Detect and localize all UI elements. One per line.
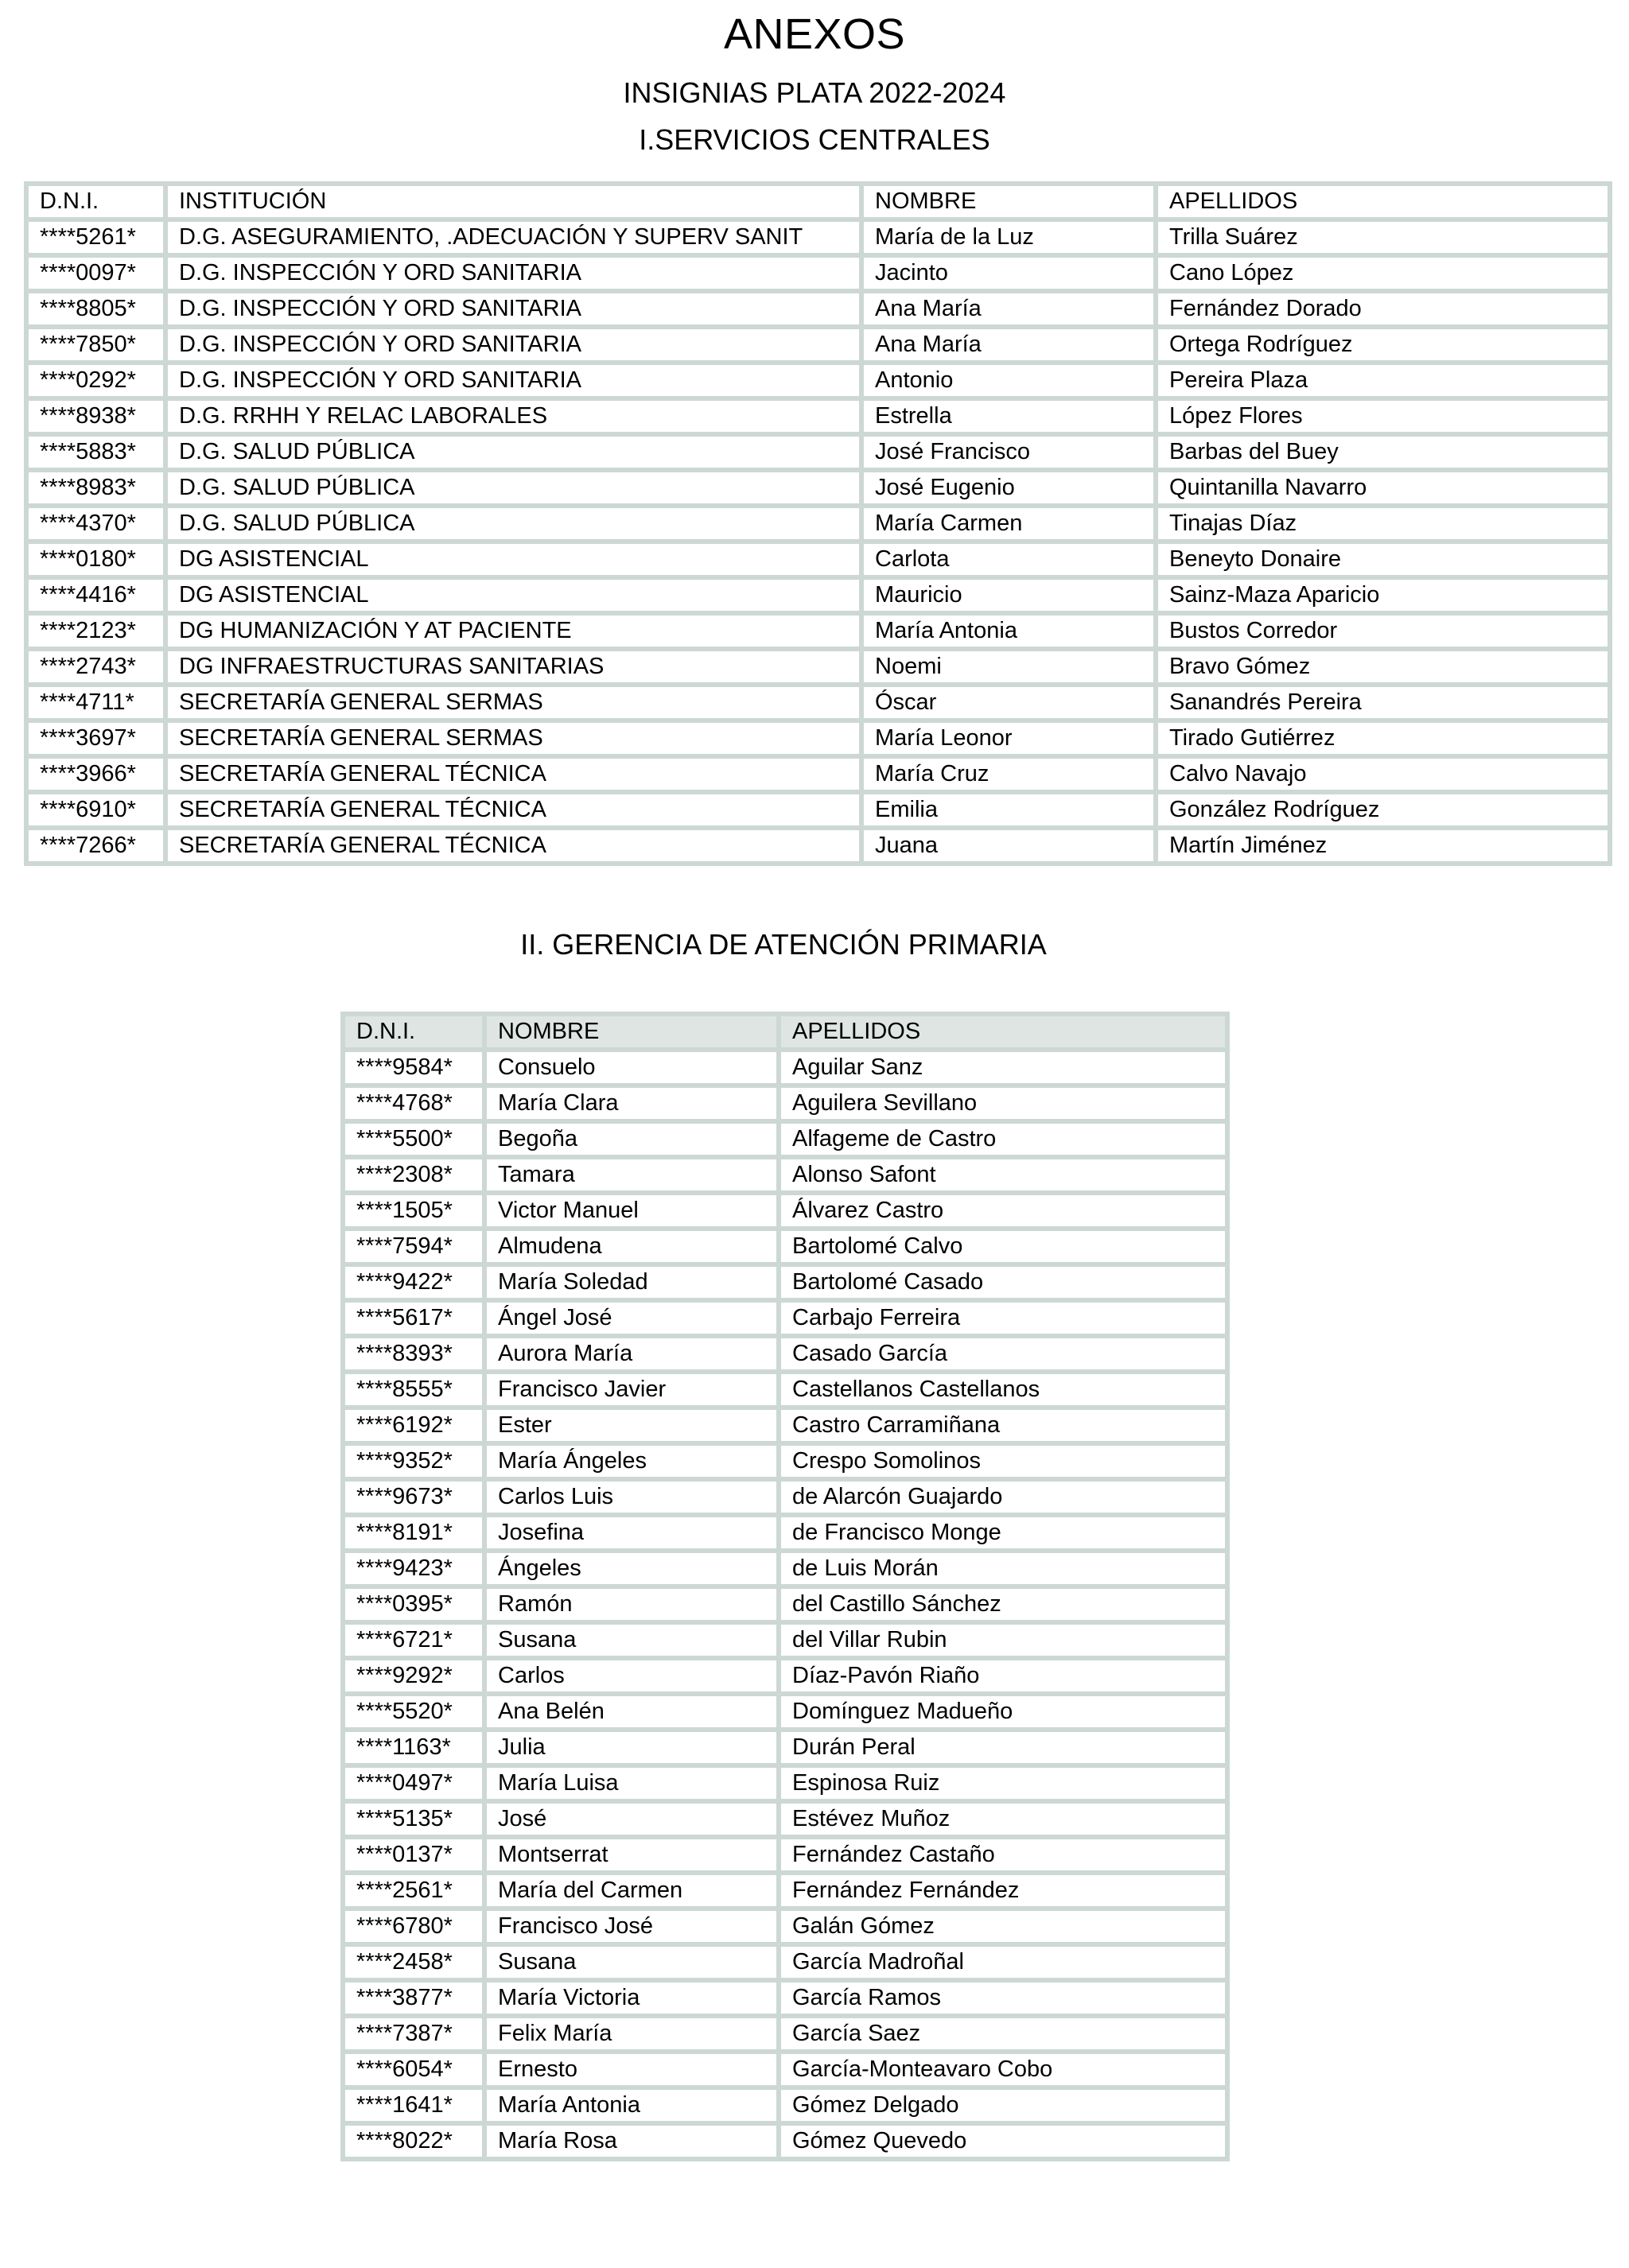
table-cell: D.G. INSPECCIÓN Y ORD SANITARIA	[165, 255, 861, 291]
table-cell: D.G. RRHH Y RELAC LABORALES	[165, 398, 861, 434]
table-cell: María Cruz	[861, 756, 1156, 792]
table-cell: Aguilera Sevillano	[779, 1085, 1227, 1121]
column-header-apellidos: APELLIDOS	[779, 1014, 1227, 1050]
table-cell: María Rosa	[484, 2123, 779, 2159]
table-row	[26, 649, 1610, 685]
table-cell: ****8938*	[26, 398, 165, 434]
table-cell: Durán Peral	[779, 1730, 1227, 1765]
table-row	[343, 1873, 1227, 1909]
table-cell: ****6054*	[343, 2052, 484, 2087]
table-cell: María Victoria	[484, 1980, 779, 2016]
table-cell: ****2458*	[343, 1944, 484, 1980]
table-cell: del Castillo Sánchez	[779, 1586, 1227, 1622]
table-row	[26, 291, 1610, 327]
table-cell: Fernández Castaño	[779, 1837, 1227, 1873]
table-cell: ****5135*	[343, 1801, 484, 1837]
table-cell: ****4370*	[26, 506, 165, 542]
table-cell: Ana Belén	[484, 1694, 779, 1730]
table-cell: ****5520*	[343, 1694, 484, 1730]
table-cell: Julia	[484, 1730, 779, 1765]
table-cell: Antonio	[861, 363, 1156, 398]
table-cell: DG HUMANIZACIÓN Y AT PACIENTE	[165, 613, 861, 649]
table-cell: DG ASISTENCIAL	[165, 542, 861, 577]
table-cell: ****0180*	[26, 542, 165, 577]
table-cell: ****3877*	[343, 1980, 484, 2016]
table-cell: ****3697*	[26, 720, 165, 756]
table-cell: Carbajo Ferreira	[779, 1300, 1227, 1336]
table-cell: ****6192*	[343, 1408, 484, 1443]
table-cell: D.G. SALUD PÚBLICA	[165, 434, 861, 470]
table-row	[343, 1515, 1227, 1551]
table-cell: Francisco Javier	[484, 1372, 779, 1408]
table-cell: María Soledad	[484, 1264, 779, 1300]
table-cell: Trilla Suárez	[1156, 219, 1610, 255]
table-row	[26, 577, 1610, 613]
table-cell: ****7387*	[343, 2016, 484, 2052]
page-subtitle: INSIGNIAS PLATA 2022-2024	[623, 76, 1006, 109]
table-cell: ****1505*	[343, 1193, 484, 1229]
column-header-nombre: NOMBRE	[861, 184, 1156, 219]
table-cell: García Ramos	[779, 1980, 1227, 2016]
table-cell: Jacinto	[861, 255, 1156, 291]
table-cell: Tinajas Díaz	[1156, 506, 1610, 542]
table-cell: ****0395*	[343, 1586, 484, 1622]
table-row	[26, 506, 1610, 542]
table-row	[343, 1658, 1227, 1694]
table-row	[343, 1336, 1227, 1372]
table-row	[26, 720, 1610, 756]
table-cell: Carlos	[484, 1658, 779, 1694]
table-cell: María Carmen	[861, 506, 1156, 542]
table-cell: María Antonia	[861, 613, 1156, 649]
table-cell: Bartolomé Casado	[779, 1264, 1227, 1300]
table-cell: García Saez	[779, 2016, 1227, 2052]
column-header-nombre: NOMBRE	[484, 1014, 779, 1050]
table-cell: María Luisa	[484, 1765, 779, 1801]
table-cell: ****4711*	[26, 685, 165, 720]
table-cell: María del Carmen	[484, 1873, 779, 1909]
table-cell: ****9584*	[343, 1050, 484, 1085]
column-header-dni: D.N.I.	[343, 1014, 484, 1050]
table-cell: Cano López	[1156, 255, 1610, 291]
table-cell: Domínguez Madueño	[779, 1694, 1227, 1730]
table-row	[343, 1980, 1227, 2016]
table-row	[343, 1694, 1227, 1730]
table-row	[343, 1622, 1227, 1658]
table-cell: María Clara	[484, 1085, 779, 1121]
table-row	[343, 1443, 1227, 1479]
table-row	[343, 1944, 1227, 1980]
table-row	[26, 398, 1610, 434]
table-row	[343, 1300, 1227, 1336]
table-row	[26, 792, 1610, 828]
table-cell: Tirado Gutiérrez	[1156, 720, 1610, 756]
table-cell: Castro Carramiñana	[779, 1408, 1227, 1443]
table-row	[343, 1050, 1227, 1085]
table-cell: Ángeles	[484, 1551, 779, 1586]
table-cell: Castellanos Castellanos	[779, 1372, 1227, 1408]
table-cell: DG INFRAESTRUCTURAS SANITARIAS	[165, 649, 861, 685]
table-cell: Gómez Quevedo	[779, 2123, 1227, 2159]
table-cell: Mauricio	[861, 577, 1156, 613]
section2-heading: II. GERENCIA DE ATENCIÓN PRIMARIA	[520, 928, 1047, 961]
table-cell: D.G. SALUD PÚBLICA	[165, 470, 861, 506]
table-row	[343, 2052, 1227, 2087]
table-cell: ****7850*	[26, 327, 165, 363]
table-cell: ****5261*	[26, 219, 165, 255]
table-cell: Espinosa Ruiz	[779, 1765, 1227, 1801]
table-cell: Estévez Muñoz	[779, 1801, 1227, 1837]
table-cell: Bustos Corredor	[1156, 613, 1610, 649]
table-row	[26, 685, 1610, 720]
table-cell: Fernández Dorado	[1156, 291, 1610, 327]
table-cell: ****8805*	[26, 291, 165, 327]
table-cell: ****4416*	[26, 577, 165, 613]
table-row	[343, 1193, 1227, 1229]
table-row	[343, 1765, 1227, 1801]
table-cell: ****8393*	[343, 1336, 484, 1372]
table-cell: ****9423*	[343, 1551, 484, 1586]
table-cell: Galán Gómez	[779, 1909, 1227, 1944]
table-cell: ****5500*	[343, 1121, 484, 1157]
table-cell: SECRETARÍA GENERAL TÉCNICA	[165, 828, 861, 864]
table-row	[343, 2087, 1227, 2123]
table-cell: D.G. INSPECCIÓN Y ORD SANITARIA	[165, 327, 861, 363]
table-cell: del Villar Rubin	[779, 1622, 1227, 1658]
table-row	[343, 1837, 1227, 1873]
table-cell: José Eugenio	[861, 470, 1156, 506]
table-cell: ****9292*	[343, 1658, 484, 1694]
table-cell: ****6780*	[343, 1909, 484, 1944]
table-cell: Francisco José	[484, 1909, 779, 1944]
table-row	[26, 327, 1610, 363]
table-cell: Gómez Delgado	[779, 2087, 1227, 2123]
table-cell: Victor Manuel	[484, 1193, 779, 1229]
table-cell: García-Monteavaro Cobo	[779, 2052, 1227, 2087]
table-cell: ****7266*	[26, 828, 165, 864]
table-cell: ****1163*	[343, 1730, 484, 1765]
table-cell: Óscar	[861, 685, 1156, 720]
table-row	[343, 1408, 1227, 1443]
table-cell: Emilia	[861, 792, 1156, 828]
table-cell: Ester	[484, 1408, 779, 1443]
table-cell: Begoña	[484, 1121, 779, 1157]
table-cell: ****9352*	[343, 1443, 484, 1479]
table-row	[343, 1372, 1227, 1408]
table-row	[343, 1730, 1227, 1765]
table-cell: SECRETARÍA GENERAL TÉCNICA	[165, 792, 861, 828]
table-cell: Quintanilla Navarro	[1156, 470, 1610, 506]
table-row	[343, 1909, 1227, 1944]
table-cell: ****9673*	[343, 1479, 484, 1515]
table-cell: Beneyto Donaire	[1156, 542, 1610, 577]
table-row	[26, 363, 1610, 398]
table-row	[343, 1121, 1227, 1157]
table-cell: Bartolomé Calvo	[779, 1229, 1227, 1264]
table-cell: D.G. INSPECCIÓN Y ORD SANITARIA	[165, 291, 861, 327]
table-cell: SECRETARÍA GENERAL SERMAS	[165, 720, 861, 756]
table-cell: Sanandrés Pereira	[1156, 685, 1610, 720]
table-cell: ****1641*	[343, 2087, 484, 2123]
table-cell: Casado García	[779, 1336, 1227, 1372]
table-row	[26, 542, 1610, 577]
page-title: ANEXOS	[723, 10, 906, 58]
table-cell: Ángel José	[484, 1300, 779, 1336]
table-row	[343, 1085, 1227, 1121]
table-cell: Álvarez Castro	[779, 1193, 1227, 1229]
table-cell: ****8555*	[343, 1372, 484, 1408]
table-cell: Aurora María	[484, 1336, 779, 1372]
table-cell: Josefina	[484, 1515, 779, 1551]
table-cell: Ana María	[861, 327, 1156, 363]
table-cell: Alfageme de Castro	[779, 1121, 1227, 1157]
table-cell: ****6721*	[343, 1622, 484, 1658]
table-row	[26, 756, 1610, 792]
table-cell: Calvo Navajo	[1156, 756, 1610, 792]
table-cell: Almudena	[484, 1229, 779, 1264]
table-cell: José	[484, 1801, 779, 1837]
table-cell: Ortega Rodríguez	[1156, 327, 1610, 363]
table-cell: Ernesto	[484, 2052, 779, 2087]
table-cell: López Flores	[1156, 398, 1610, 434]
table-cell: Fernández Fernández	[779, 1873, 1227, 1909]
table-row	[343, 1264, 1227, 1300]
table-cell: ****2123*	[26, 613, 165, 649]
table-cell: Susana	[484, 1622, 779, 1658]
table-cell: ****9422*	[343, 1264, 484, 1300]
table-row	[343, 1586, 1227, 1622]
table-row	[343, 1229, 1227, 1264]
table-cell: Crespo Somolinos	[779, 1443, 1227, 1479]
table-cell: ****0292*	[26, 363, 165, 398]
table-cell: Montserrat	[484, 1837, 779, 1873]
table-row	[26, 219, 1610, 255]
section1-heading: I.SERVICIOS CENTRALES	[639, 123, 990, 156]
table-row	[26, 434, 1610, 470]
table-cell: ****2743*	[26, 649, 165, 685]
table-cell: Tamara	[484, 1157, 779, 1193]
table-cell: Martín Jiménez	[1156, 828, 1610, 864]
table-cell: Felix María	[484, 2016, 779, 2052]
table-cell: de Alarcón Guajardo	[779, 1479, 1227, 1515]
servicios-centrales-table	[24, 181, 1612, 866]
table-cell: Pereira Plaza	[1156, 363, 1610, 398]
table-cell: Aguilar Sanz	[779, 1050, 1227, 1085]
table-cell: ****2561*	[343, 1873, 484, 1909]
table-cell: Díaz-Pavón Riaño	[779, 1658, 1227, 1694]
table-cell: Ramón	[484, 1586, 779, 1622]
table-cell: María Leonor	[861, 720, 1156, 756]
table-cell: D.G. SALUD PÚBLICA	[165, 506, 861, 542]
table-cell: Carlota	[861, 542, 1156, 577]
table-row	[26, 613, 1610, 649]
table-cell: D.G. INSPECCIÓN Y ORD SANITARIA	[165, 363, 861, 398]
table-cell: Alonso Safont	[779, 1157, 1227, 1193]
table-cell: José Francisco	[861, 434, 1156, 470]
table-cell: Estrella	[861, 398, 1156, 434]
table-cell: ****8191*	[343, 1515, 484, 1551]
atencion-primaria-table	[340, 1012, 1230, 2161]
table-cell: Juana	[861, 828, 1156, 864]
table-cell: ****5617*	[343, 1300, 484, 1336]
table-cell: ****8022*	[343, 2123, 484, 2159]
column-header-dni: D.N.I.	[26, 184, 165, 219]
table-cell: García Madroñal	[779, 1944, 1227, 1980]
table-cell: SECRETARÍA GENERAL SERMAS	[165, 685, 861, 720]
table-row	[343, 1157, 1227, 1193]
table-cell: ****5883*	[26, 434, 165, 470]
table-cell: ****3966*	[26, 756, 165, 792]
table-header-row	[26, 184, 1610, 219]
table-row	[26, 255, 1610, 291]
table-cell: ****8983*	[26, 470, 165, 506]
table-cell: Consuelo	[484, 1050, 779, 1085]
column-header-institucion: INSTITUCIÓN	[165, 184, 861, 219]
table-cell: de Luis Morán	[779, 1551, 1227, 1586]
table-cell: González Rodríguez	[1156, 792, 1610, 828]
table-cell: SECRETARÍA GENERAL TÉCNICA	[165, 756, 861, 792]
table-row	[26, 470, 1610, 506]
table-row	[343, 1551, 1227, 1586]
table-cell: ****0497*	[343, 1765, 484, 1801]
table-cell: María Antonia	[484, 2087, 779, 2123]
column-header-apellidos: APELLIDOS	[1156, 184, 1610, 219]
table-cell: ****0137*	[343, 1837, 484, 1873]
table-cell: ****6910*	[26, 792, 165, 828]
table-cell: D.G. ASEGURAMIENTO, .ADECUACIÓN Y SUPERV SANIT	[165, 219, 861, 255]
table-cell: ****2308*	[343, 1157, 484, 1193]
table-cell: Barbas del Buey	[1156, 434, 1610, 470]
table-cell: María de la Luz	[861, 219, 1156, 255]
table-row	[26, 828, 1610, 864]
table-row	[343, 1801, 1227, 1837]
table-cell: María Ángeles	[484, 1443, 779, 1479]
table-cell: Noemi	[861, 649, 1156, 685]
table-cell: Susana	[484, 1944, 779, 1980]
table-header-row	[343, 1014, 1227, 1050]
table-cell: Carlos Luis	[484, 1479, 779, 1515]
table-cell: ****0097*	[26, 255, 165, 291]
table-row	[343, 2016, 1227, 2052]
table-row	[343, 2123, 1227, 2159]
table-cell: de Francisco Monge	[779, 1515, 1227, 1551]
table-cell: Bravo Gómez	[1156, 649, 1610, 685]
table-cell: DG ASISTENCIAL	[165, 577, 861, 613]
table-cell: Ana María	[861, 291, 1156, 327]
table-cell: Sainz-Maza Aparicio	[1156, 577, 1610, 613]
table-cell: ****4768*	[343, 1085, 484, 1121]
table-cell: ****7594*	[343, 1229, 484, 1264]
table-row	[343, 1479, 1227, 1515]
